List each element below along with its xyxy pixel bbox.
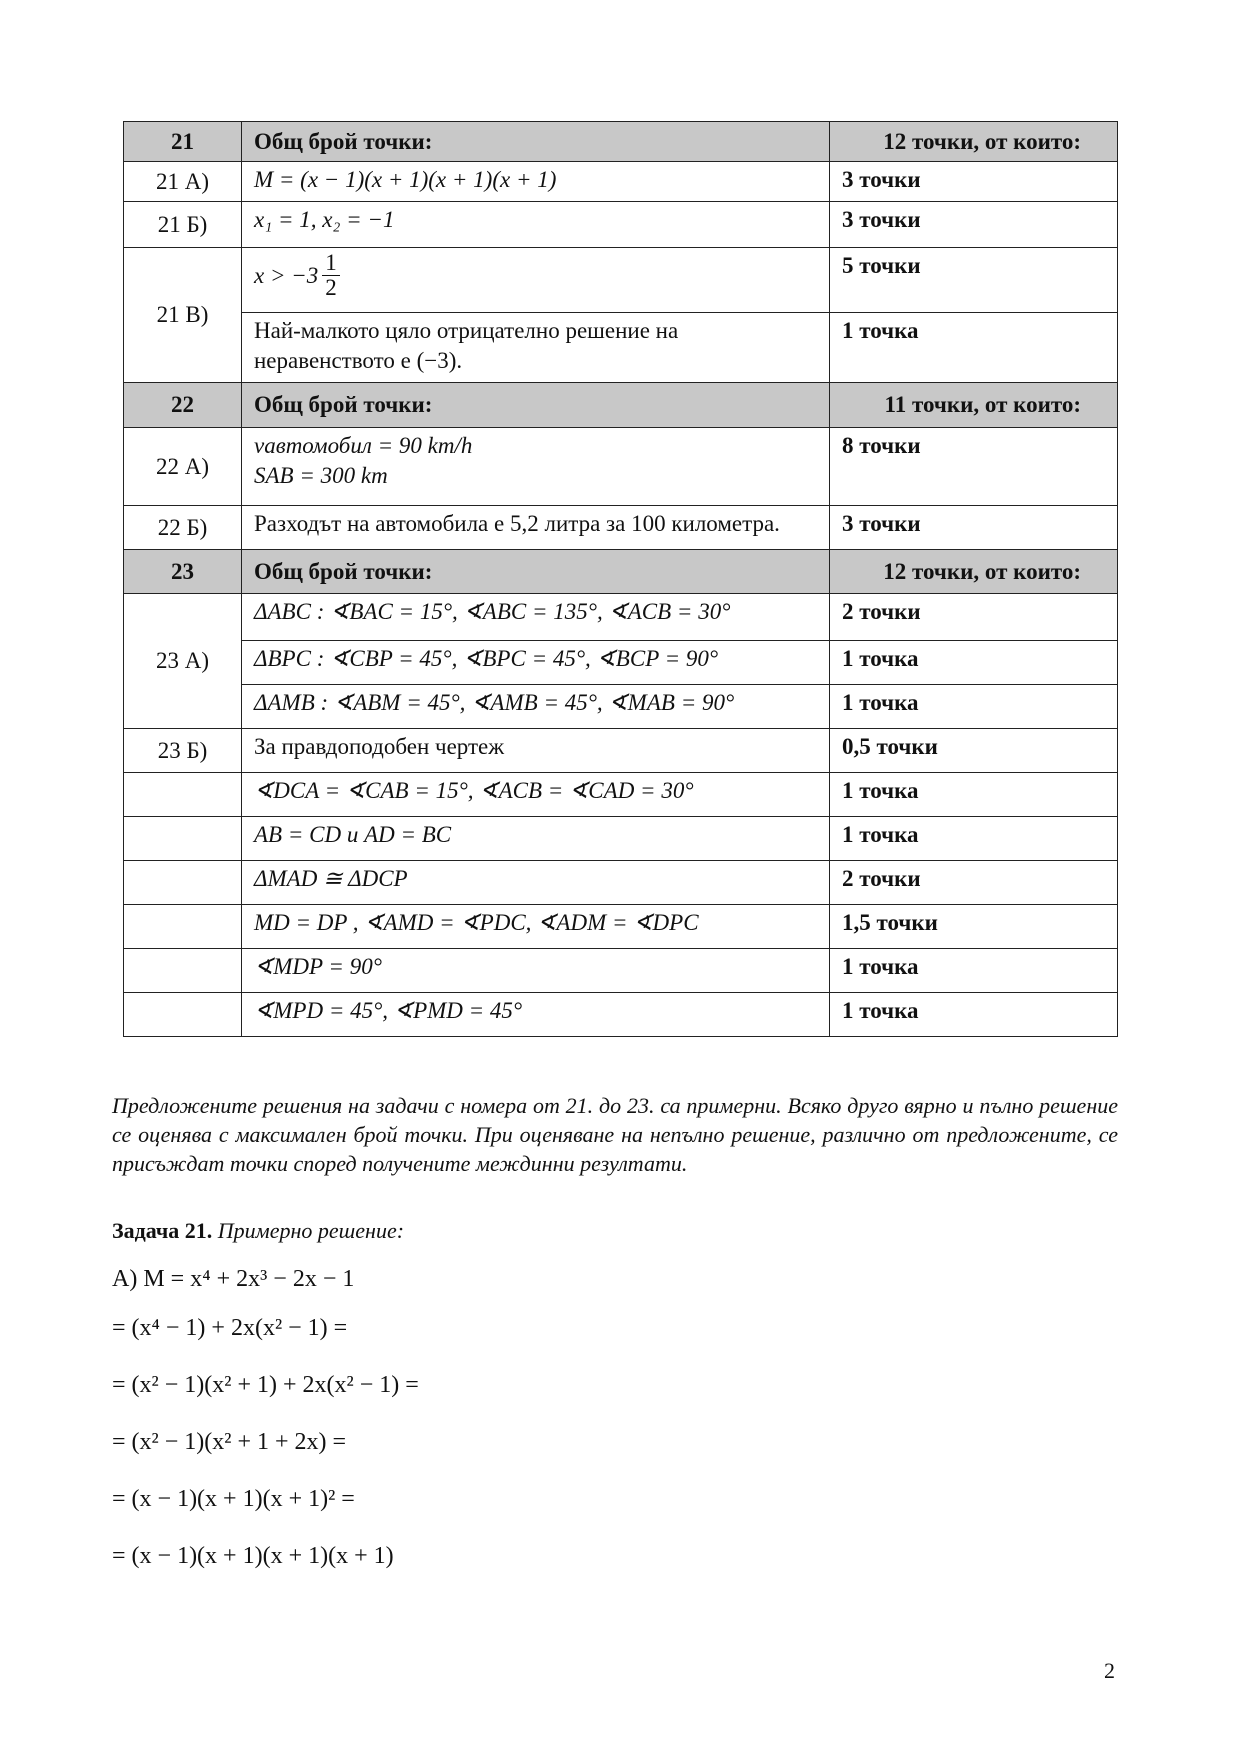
solution-line: = (x² − 1)(x² + 1 + 2x) =: [112, 1429, 347, 1455]
row-points: 5 точки: [830, 248, 1118, 313]
row-description: ΔAMB : ∢ABM = 45°, ∢AMB = 45°, ∢MAB = 90°: [242, 685, 830, 729]
table-row: [124, 383, 1118, 428]
task-number: [124, 905, 242, 949]
distance-line: SAB = 300 km: [254, 463, 388, 488]
table-row: [124, 817, 1118, 861]
task-number: [124, 949, 242, 993]
row-description: ∢MPD = 45°, ∢PMD = 45°: [242, 993, 830, 1037]
row-points: 1 точка: [830, 641, 1118, 685]
row-description: Разходът на автомобила е 5,2 литра за 100 километра.: [242, 506, 830, 550]
row-points: 8 точки: [830, 428, 1118, 506]
row-points: 3 точки: [830, 506, 1118, 550]
table-row: [124, 905, 1118, 949]
row-points: 0,5 точки: [830, 729, 1118, 773]
task-number: 21 А): [124, 162, 242, 202]
table-row: [124, 550, 1118, 594]
row-description: [242, 248, 830, 313]
table-row: [124, 993, 1118, 1037]
table-row: [124, 122, 1118, 162]
task-number: [124, 861, 242, 905]
task-number: 23 Б): [124, 729, 242, 773]
task-number: 22 А): [124, 428, 242, 506]
row-description: ∢DCA = ∢CAB = 15°, ∢ACB = ∢CAD = 30°: [242, 773, 830, 817]
fraction-denominator: 2: [322, 275, 340, 300]
row-points: 11 точки, от които:: [830, 383, 1118, 428]
table-row: [124, 773, 1118, 817]
solution-line: = (x² − 1)(x² + 1) + 2x(x² − 1) =: [112, 1372, 419, 1398]
row-description: За правдоподобен чертеж: [242, 729, 830, 773]
row-points: 3 точки: [830, 162, 1118, 202]
table-row: [124, 949, 1118, 993]
row-description: AB = CD и AD = BC: [242, 817, 830, 861]
row-points: 12 точки, от които:: [830, 122, 1118, 162]
row-points: 2 точки: [830, 861, 1118, 905]
scoring-table: [123, 121, 1118, 1037]
solution-line: = (x − 1)(x + 1)(x + 1)² =: [112, 1486, 355, 1512]
task-number: 21: [124, 122, 242, 162]
row-description: Общ брой точки:: [242, 122, 830, 162]
task-number: 23: [124, 550, 242, 594]
task-number: 23 А): [124, 594, 242, 729]
task-title: [112, 1218, 404, 1244]
row-points: 12 точки, от които:: [830, 550, 1118, 594]
table-row: [124, 202, 1118, 248]
row-description: Общ брой точки:: [242, 550, 830, 594]
row-points: 1 точка: [830, 949, 1118, 993]
row-description: Най-малкото цяло отрицателно решение на неравенството е (−3).: [242, 313, 830, 383]
task-title-bold: Задача 21.: [112, 1218, 213, 1243]
inequality-text: x > −3: [254, 262, 319, 288]
task-title-italic: Примерно решение:: [217, 1218, 405, 1243]
task-number: 22 Б): [124, 506, 242, 550]
solution-line: А) M = x⁴ + 2x³ − 2x − 1: [112, 1266, 355, 1292]
grading-note: Предложените решения на задачи с номера от 21. до 23. са примерни. Всяко друго вярно и пълно решение се оценява с максимален брой точки. При оценяване на непълно решение, различно от предложените, се присъждат точки според получените междинни резултати.: [112, 1093, 1118, 1176]
row-points: 1 точка: [830, 773, 1118, 817]
row-description: ΔMAD ≅ ΔDCP: [242, 861, 830, 905]
table-row: [124, 641, 1118, 685]
task-number: [124, 993, 242, 1037]
row-description: ΔBPC : ∢CBP = 45°, ∢BPC = 45°, ∢BCP = 90°: [242, 641, 830, 685]
table-row: [124, 162, 1118, 202]
table-row: [124, 729, 1118, 773]
row-description: M = (x − 1)(x + 1)(x + 1)(x + 1): [242, 162, 830, 202]
table-row: [124, 506, 1118, 550]
fraction-numerator: 1: [325, 250, 337, 275]
task-number: 21 В): [124, 248, 242, 383]
page-number: 2: [1104, 1658, 1115, 1683]
row-description: Общ брой точки:: [242, 383, 830, 428]
table-row: [124, 594, 1118, 641]
row-points: 1,5 точки: [830, 905, 1118, 949]
table-row: [124, 313, 1118, 383]
table-row: [124, 685, 1118, 729]
task-number: [124, 817, 242, 861]
row-description: ΔABC : ∢BAC = 15°, ∢ABC = 135°, ∢ACB = 30°: [242, 594, 830, 641]
fraction: [322, 251, 340, 300]
row-points: 1 точка: [830, 817, 1118, 861]
row-points: 3 точки: [830, 202, 1118, 248]
row-description: x₁ = 1, x₂ = −1: [242, 202, 830, 248]
row-description: ∢MDP = 90°: [242, 949, 830, 993]
row-description: MD = DP , ∢AMD = ∢PDC, ∢ADM = ∢DPC: [242, 905, 830, 949]
solution-line: = (x⁴ − 1) + 2x(x² − 1) =: [112, 1315, 348, 1341]
speed-line: vавтомобил = 90 km/h: [254, 433, 473, 458]
task-number: 22: [124, 383, 242, 428]
row-description: [242, 428, 830, 506]
row-points: 1 точка: [830, 685, 1118, 729]
row-points: 1 точка: [830, 313, 1118, 383]
table-row: [124, 428, 1118, 506]
table-row: [124, 248, 1118, 313]
solution-line: = (x − 1)(x + 1)(x + 1)(x + 1): [112, 1543, 394, 1569]
task-number: [124, 773, 242, 817]
task-number: 21 Б): [124, 202, 242, 248]
table-row: [124, 861, 1118, 905]
row-points: 1 точка: [830, 993, 1118, 1037]
row-points: 2 точки: [830, 594, 1118, 641]
